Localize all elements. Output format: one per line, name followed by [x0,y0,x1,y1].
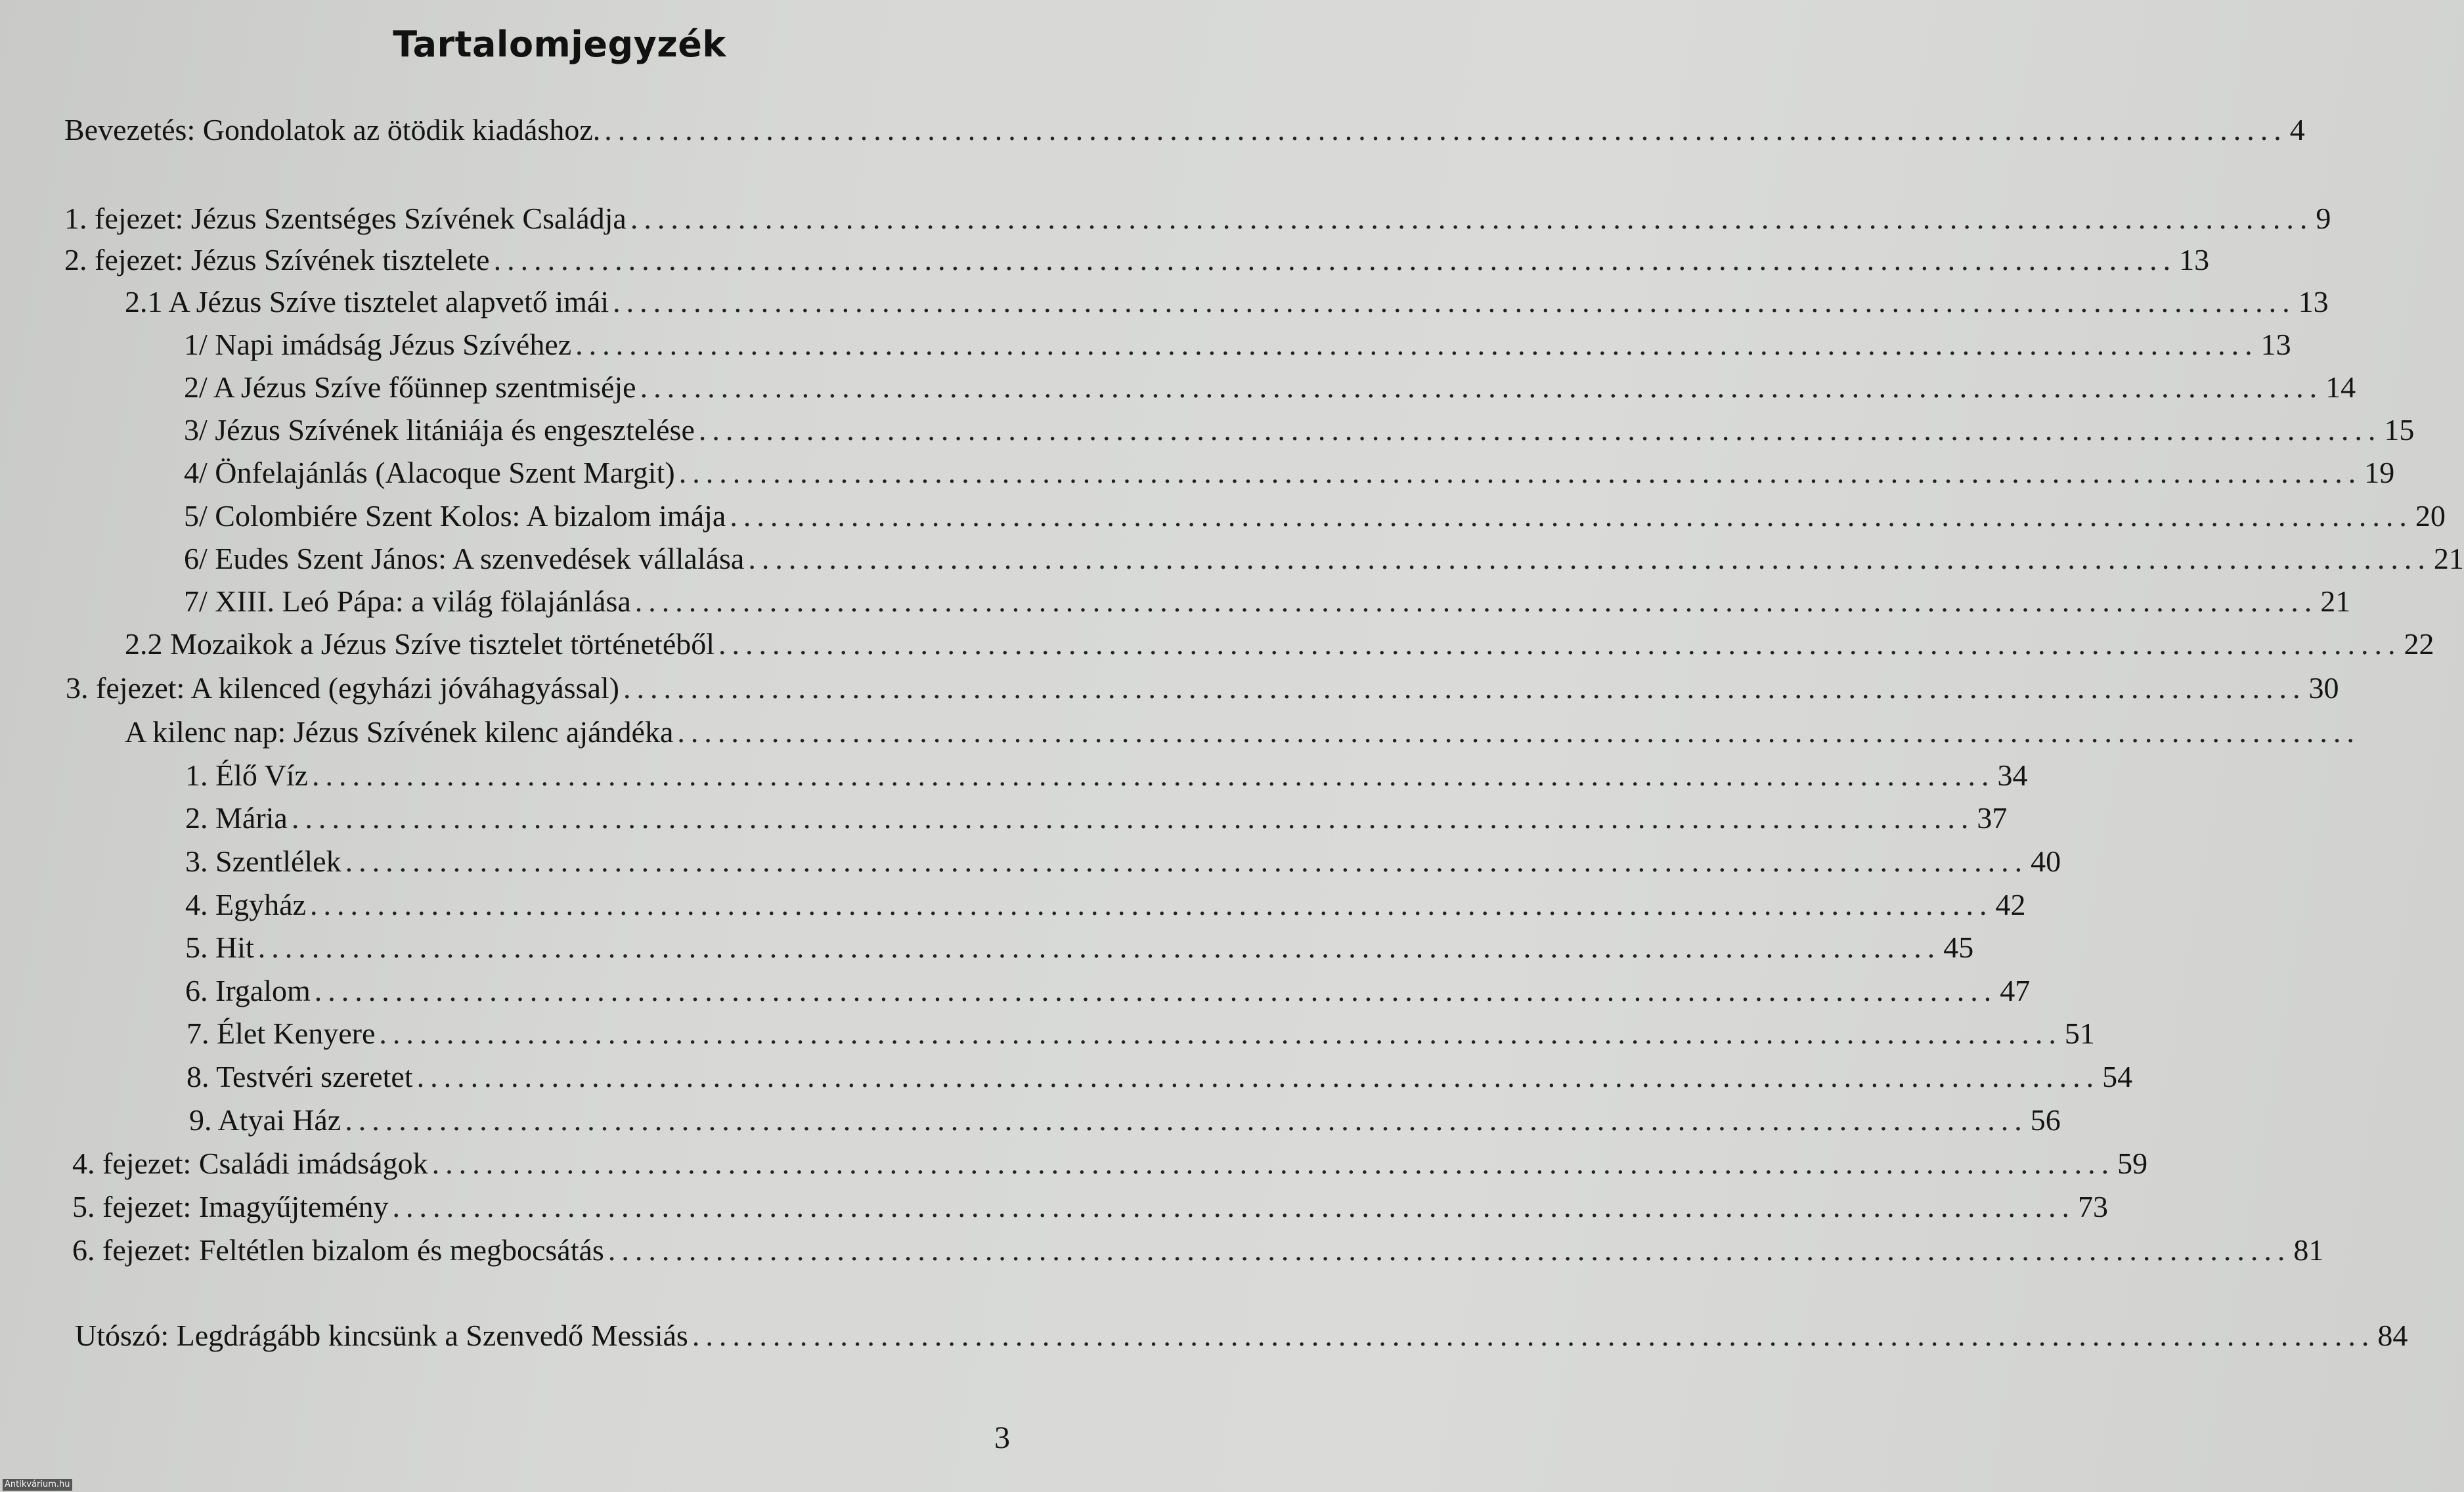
toc-entry [72,1232,2324,1269]
toc-entry-page: 34 [1997,758,2028,792]
toc-title: Tartalomjegyzék [393,24,726,65]
leader-dots: ............................................................................................................................. [379,1017,2062,1050]
toc-entry-label: 1/ Napi imádság Jézus Szívéhez [184,328,572,361]
toc-entry [185,800,2008,837]
toc-entry [125,284,2329,320]
leader-dots: ............................................................................................................................. [392,1190,2076,1223]
toc-entry-label: Bevezetés: Gondolatok az ötödik kiadáshoz. [64,113,601,146]
toc-entry-label: 2. Mária [185,801,288,835]
toc-entry [185,887,2026,923]
toc-entry-page: 22 [2404,627,2434,661]
toc-entry-page: 40 [2031,845,2061,878]
toc-entry [184,326,2291,363]
leader-dots: ............................................................................................................................. [431,1147,2115,1180]
toc-entry-page: 19 [2364,456,2395,489]
toc-entry-page: 13 [2298,285,2329,318]
toc-entry [185,757,2028,794]
toc-entry [64,200,2331,237]
leader-dots: ............................................................................................................................. [309,888,1993,921]
toc-entry-page: 51 [2064,1017,2095,1050]
leader-dots: ............................................................................................................................. [575,328,2258,361]
toc-entry-label: 1. fejezet: Jézus Szentséges Szívének Családja [64,202,627,235]
toc-entry-page: 37 [1977,801,2008,835]
leader-dots: ............................................................................................................................. [257,931,1941,964]
toc-entry [184,454,2395,491]
toc-entry-label: 6. Irgalom [185,974,311,1007]
toc-entry-label: 2.1 A Jézus Szíve tisztelet alapvető imái [125,285,609,318]
toc-entry-label: 4. fejezet: Családi imádságok [72,1147,428,1180]
page-number: 3 [994,1420,1010,1455]
toc-entry [185,843,2061,880]
leader-dots: ............................................................................................................................. [314,974,1998,1007]
toc-entry-label: 6/ Eudes Szent János: A szenvedések vállalása [184,542,745,575]
toc-entry-page: 42 [1995,888,2026,921]
toc-entry [72,1189,2109,1225]
toc-entry-page: 30 [2308,671,2339,705]
toc-entry-page: 4 [2289,113,2305,146]
toc-entry [185,973,2031,1009]
toc-entry-page: 20 [2415,499,2446,533]
toc-entry [187,1015,2095,1052]
toc-entry-page: 56 [2030,1103,2061,1137]
toc-entry-label: A kilenc nap: Jézus Szívének kilenc ajándéka [125,715,674,749]
toc-entry [125,714,2360,751]
toc-entry-label: 5. fejezet: Imagyűjtemény [72,1190,389,1223]
toc-entry-page: 21 [2433,542,2464,575]
toc-entry [125,626,2434,663]
toc-entry-page: 15 [2384,413,2415,447]
leader-dots: ............................................................................................................................. [698,413,2382,447]
toc-entry-page: 13 [2260,328,2291,361]
toc-entry [189,1102,2061,1139]
toc-entry-label: 4/ Önfelajánlás (Alacoque Szent Margit) [184,456,675,489]
leader-dots: ............................................................................................................................. [345,845,2029,878]
watermark: Antikvárium.hu [3,1479,72,1491]
leader-dots: ............................................................................................................................. [678,456,2362,489]
leader-dots: ............................................................................................................................. [623,671,2306,705]
leader-dots: ............................................................................................................................. [634,584,2318,618]
toc-entry-label: 2.2 Mozaikok a Jézus Szíve tisztelet történetéből [125,627,715,661]
toc-entry-label: 4. Egyház [185,888,306,921]
toc-entry [184,498,2446,535]
toc-entry [64,242,2210,278]
toc-entry-label: 5/ Colombiére Szent Kolos: A bizalom imája [184,499,726,533]
toc-entry [187,1059,2133,1095]
leader-dots: ............................................................................................................................. [748,542,2431,575]
toc-entry-page: 47 [2000,974,2031,1007]
toc-entry-label: 5. Hit [185,931,254,964]
toc-entry-page: 59 [2117,1147,2148,1180]
toc-entry [184,540,2464,577]
leader-dots: ............................................................................................................................. [677,715,2360,749]
toc-entry-label: 8. Testvéri szeretet [187,1060,413,1093]
toc-entry-page: 13 [2179,243,2210,276]
toc-entry [75,1317,2408,1354]
leader-dots: ............................................................................................................................. [640,370,2323,404]
leader-dots: ............................................................................................................................. [630,202,2314,235]
toc-entry-label: 9. Atyai Ház [189,1103,341,1137]
leader-dots: ............................................................................................................................. [291,801,1975,835]
toc-entry-page: 84 [2377,1319,2408,1352]
leader-dots: ............................................................................................................................. [718,627,2402,661]
toc-entry-label: 3. Szentlélek [185,845,341,878]
toc-entry-label: 1. Élő Víz [185,758,308,792]
leader-dots: ............................................................................................................................. [692,1319,2375,1352]
leader-dots: ............................................................................................................................. [311,758,1995,792]
toc-entry-page: 21 [2320,584,2351,618]
toc-entry-label: 3/ Jézus Szívének litániája és engesztelése [184,413,695,447]
toc-entry [184,412,2415,449]
leader-dots: ............................................................................................................................. [604,113,2287,146]
toc-entry-label: 7/ XIII. Leó Pápa: a világ fölajánlása [184,584,631,618]
leader-dots: ............................................................................................................................. [730,499,2413,533]
leader-dots: ............................................................................................................................. [493,243,2177,276]
toc-entry [184,369,2356,406]
toc-entry [66,670,2339,707]
toc-entry-page: 73 [2078,1190,2109,1223]
toc-entry [184,583,2351,620]
leader-dots: ............................................................................................................................. [345,1103,2028,1137]
toc-entry-page: 81 [2293,1233,2324,1267]
toc-entry-label: 6. fejezet: Feltétlen bizalom és megbocsátás [72,1233,604,1267]
toc-entry [185,929,1974,966]
toc-entry-label: 3. fejezet: A kilenced (egyházi jóváhagyással) [66,671,619,705]
toc-entry-page: 9 [2316,202,2331,235]
toc-entry-label: 7. Élet Kenyere [187,1017,376,1050]
toc-entry-page: 45 [1943,931,1974,964]
leader-dots: ............................................................................................................................. [613,285,2296,318]
toc-entry [64,112,2305,148]
toc-entry-label: Utószó: Legdrágább kincsünk a Szenvedő Messiás [75,1319,688,1352]
leader-dots: ............................................................................................................................. [416,1060,2100,1093]
toc-entry-label: 2/ A Jézus Szíve főünnep szentmiséje [184,370,636,404]
toc-entry-page: 54 [2102,1060,2133,1093]
toc-entry-page: 14 [2325,370,2356,404]
leader-dots: ............................................................................................................................. [607,1233,2291,1267]
toc-entry-label: 2. fejezet: Jézus Szívének tisztelete [64,243,490,276]
toc-entry [72,1145,2148,1182]
